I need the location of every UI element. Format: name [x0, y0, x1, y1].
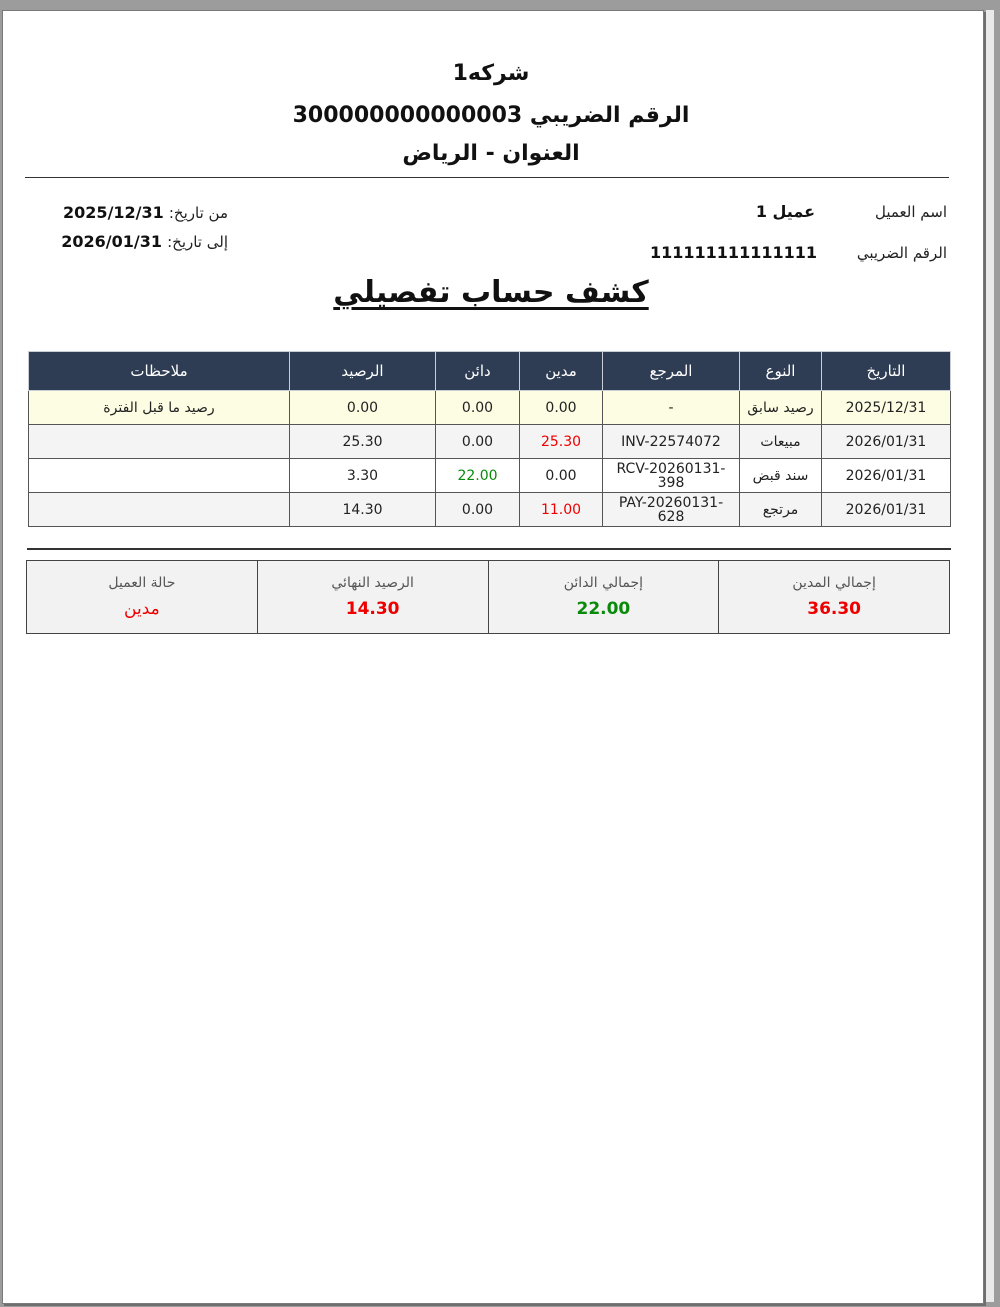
final-balance-label: الرصيد النهائي: [331, 575, 414, 591]
total-credit-label: إجمالي الدائن: [563, 575, 643, 591]
cell-date: 2025/12/31: [822, 391, 951, 425]
cell-date: 2026/01/31: [822, 425, 951, 459]
cell-type: سند قبض: [740, 459, 822, 493]
period-from-label: من تاريخ:: [168, 204, 228, 222]
customer-status-value: مدين: [124, 599, 160, 619]
cell-notes: رصيد ما قبل الفترة: [29, 391, 290, 425]
cell-credit: 0.00: [436, 391, 520, 425]
cell-debit: 25.30: [520, 425, 603, 459]
customer-tax-value: 111111111111111: [650, 243, 817, 262]
summary-total-debit: [719, 561, 950, 634]
cell-type: مرتجع: [740, 493, 822, 527]
summary-customer-status: [27, 561, 258, 634]
period-to-label: إلى تاريخ:: [167, 233, 228, 251]
cell-type: رصيد سابق: [740, 391, 822, 425]
cell-notes: [29, 425, 290, 459]
total-debit-label: إجمالي المدين: [792, 575, 876, 591]
table-row: [29, 425, 951, 459]
report-page: [2, 10, 984, 1304]
header-notes: ملاحظات: [29, 352, 290, 391]
cell-reference: INV-22574072: [603, 425, 740, 459]
customer-name-label: اسم العميل: [874, 203, 947, 221]
period-to-value: 2026/01/31: [61, 232, 162, 251]
summary-table: [26, 560, 950, 634]
company-tax-number: 300000000000003: [292, 103, 523, 128]
cell-reference: RCV-20260131-398: [603, 459, 740, 493]
cell-notes: [29, 459, 290, 493]
cell-reference: PAY-20260131-628: [603, 493, 740, 527]
cell-credit: 0.00: [436, 493, 520, 527]
company-address: العنوان - الرياض: [402, 141, 580, 166]
table-row: [29, 459, 951, 493]
header-credit: دائن: [436, 352, 520, 391]
cell-debit: 0.00: [520, 391, 603, 425]
cell-date: 2026/01/31: [822, 493, 951, 527]
total-debit-value: 36.30: [807, 599, 862, 619]
cell-balance: 3.30: [290, 459, 436, 493]
cell-reference: -: [603, 391, 740, 425]
period-from: [28, 203, 228, 222]
period-from-value: 2025/12/31: [63, 203, 164, 222]
header-balance: الرصيد: [290, 352, 436, 391]
summary-final-balance: [257, 561, 488, 634]
statement-table: [28, 351, 951, 527]
header-debit: مدين: [520, 352, 603, 391]
summary-divider: [27, 548, 951, 550]
cell-balance: 25.30: [290, 425, 436, 459]
cell-debit: 11.00: [520, 493, 603, 527]
company-tax-line: [3, 103, 979, 128]
period-to: [28, 232, 228, 251]
header-date: التاريخ: [822, 352, 951, 391]
cell-notes: [29, 493, 290, 527]
customer-name-value: عميل 1: [755, 202, 815, 221]
company-tax-label: الرقم الضريبي: [529, 103, 690, 128]
cell-debit: 0.00: [520, 459, 603, 493]
customer-tax-label: الرقم الضريبي: [856, 244, 947, 262]
cell-balance: 14.30: [290, 493, 436, 527]
header-reference: المرجع: [603, 352, 740, 391]
cell-date: 2026/01/31: [822, 459, 951, 493]
page-edge: [986, 10, 994, 1302]
final-balance-value: 14.30: [345, 599, 400, 619]
total-credit-value: 22.00: [576, 599, 631, 619]
cell-type: مبيعات: [740, 425, 822, 459]
table-header-row: [29, 352, 951, 391]
header-divider: [25, 177, 949, 178]
report-title: كشف حساب تفصيلي: [333, 275, 649, 310]
table-row: [29, 493, 951, 527]
cell-balance: 0.00: [290, 391, 436, 425]
summary-total-credit: [488, 561, 719, 634]
header-type: النوع: [740, 352, 822, 391]
cell-credit: 22.00: [436, 459, 520, 493]
cell-credit: 0.00: [436, 425, 520, 459]
customer-status-label: حالة العميل: [108, 575, 176, 591]
table-row: [29, 391, 951, 425]
company-name: شركه1: [452, 61, 530, 86]
